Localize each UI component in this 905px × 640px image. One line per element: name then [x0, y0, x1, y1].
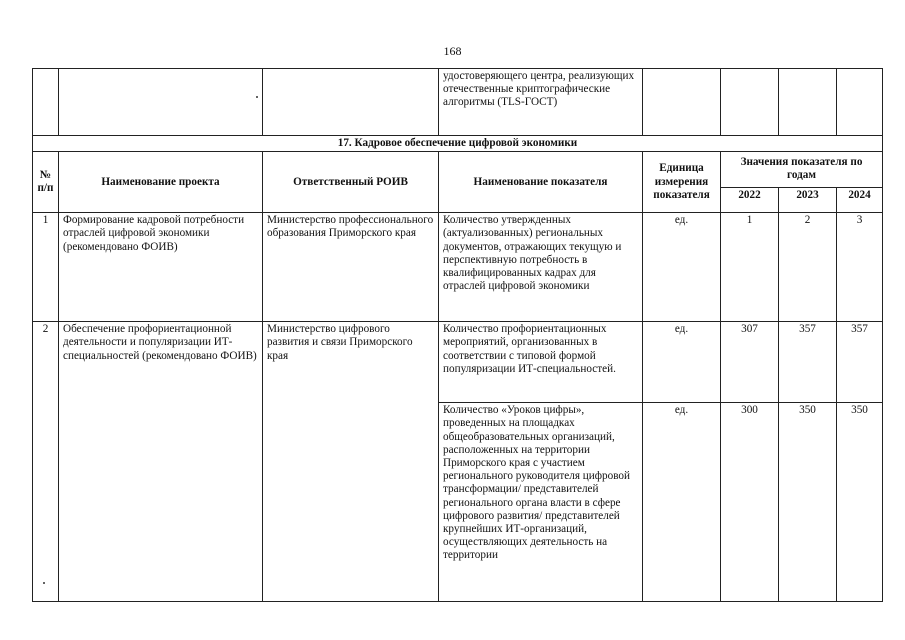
row-project: Обеспечение профориентационной деятельности и популяризации ИТ-специальностей (рекомендовано ФОИВ) — [59, 322, 263, 602]
header-indicator: Наименование показателя — [439, 152, 643, 213]
carryover-unit-cell — [643, 69, 721, 136]
carryover-2022-cell — [721, 69, 779, 136]
carryover-row — [33, 69, 883, 136]
row-indicator: Количество утвержденных (актуализованных) региональных документов, отражающих текущую и перспективную потребность в квалифицированных кадрах для отраслей цифровой экономики — [439, 213, 643, 322]
row-value-2022: 307 — [721, 322, 779, 403]
indicators-table — [32, 68, 883, 602]
carryover-num-cell — [33, 69, 59, 136]
row-value-2024: 357 — [837, 322, 883, 403]
header-num: № п/п — [33, 152, 59, 213]
page-number: 168 — [443, 44, 462, 58]
row-value-2023: 2 — [779, 213, 837, 322]
header-values-group: Значения показателя по годам — [721, 152, 883, 188]
section-title: 17. Кадровое обеспечение цифровой экономики — [33, 136, 883, 152]
carryover-roiv-cell — [263, 69, 439, 136]
row-value-2024: 350 — [837, 403, 883, 602]
scan-speck — [256, 96, 258, 98]
row-unit: ед. — [643, 213, 721, 322]
row-num: 2 — [33, 322, 59, 602]
header-year-2023: 2023 — [779, 187, 837, 212]
row-indicator: Количество профориентационных мероприятий, организованных в соответствии с типовой формой популяризации ИТ-специальностей. — [439, 322, 643, 403]
header-year-2022: 2022 — [721, 187, 779, 212]
row-value-2022: 1 — [721, 213, 779, 322]
section-title-row — [33, 136, 883, 152]
row-value-2022: 300 — [721, 403, 779, 602]
carryover-project-cell — [59, 69, 263, 136]
carryover-indicator-cell: удостоверяющего центра, реализующих отечественные криптографические алгоритмы (TLS-ГОСТ) — [439, 69, 643, 136]
table-row — [33, 213, 883, 322]
header-row-1 — [33, 152, 883, 188]
row-num: 1 — [33, 213, 59, 322]
scan-speck — [43, 582, 45, 584]
carryover-2023-cell — [779, 69, 837, 136]
row-project: Формирование кадровой потребности отраслей цифровой экономики (рекомендовано ФОИВ) — [59, 213, 263, 322]
carryover-2024-cell — [837, 69, 883, 136]
header-roiv: Ответственный РОИВ — [263, 152, 439, 213]
header-project: Наименование проекта — [59, 152, 263, 213]
header-unit: Единица измерения показателя — [643, 152, 721, 213]
row-value-2023: 350 — [779, 403, 837, 602]
row-roiv: Министерство цифрового развития и связи Приморского края — [263, 322, 439, 602]
row-roiv: Министерство профессионального образования Приморского края — [263, 213, 439, 322]
table-row — [33, 322, 883, 403]
row-value-2023: 357 — [779, 322, 837, 403]
row-unit: ед. — [643, 322, 721, 403]
row-indicator: Количество «Уроков цифры», проведенных на площадках общеобразовательных организаций, расположенных на территории Приморского края с участием регионального руководителя цифровой трансформации/ представителей регионального органа власти в сфере цифрового развития/ представителей крупнейших ИТ-организаций, осуществляющих деятельность на территории — [439, 403, 643, 602]
row-value-2024: 3 — [837, 213, 883, 322]
row-unit: ед. — [643, 403, 721, 602]
header-year-2024: 2024 — [837, 187, 883, 212]
